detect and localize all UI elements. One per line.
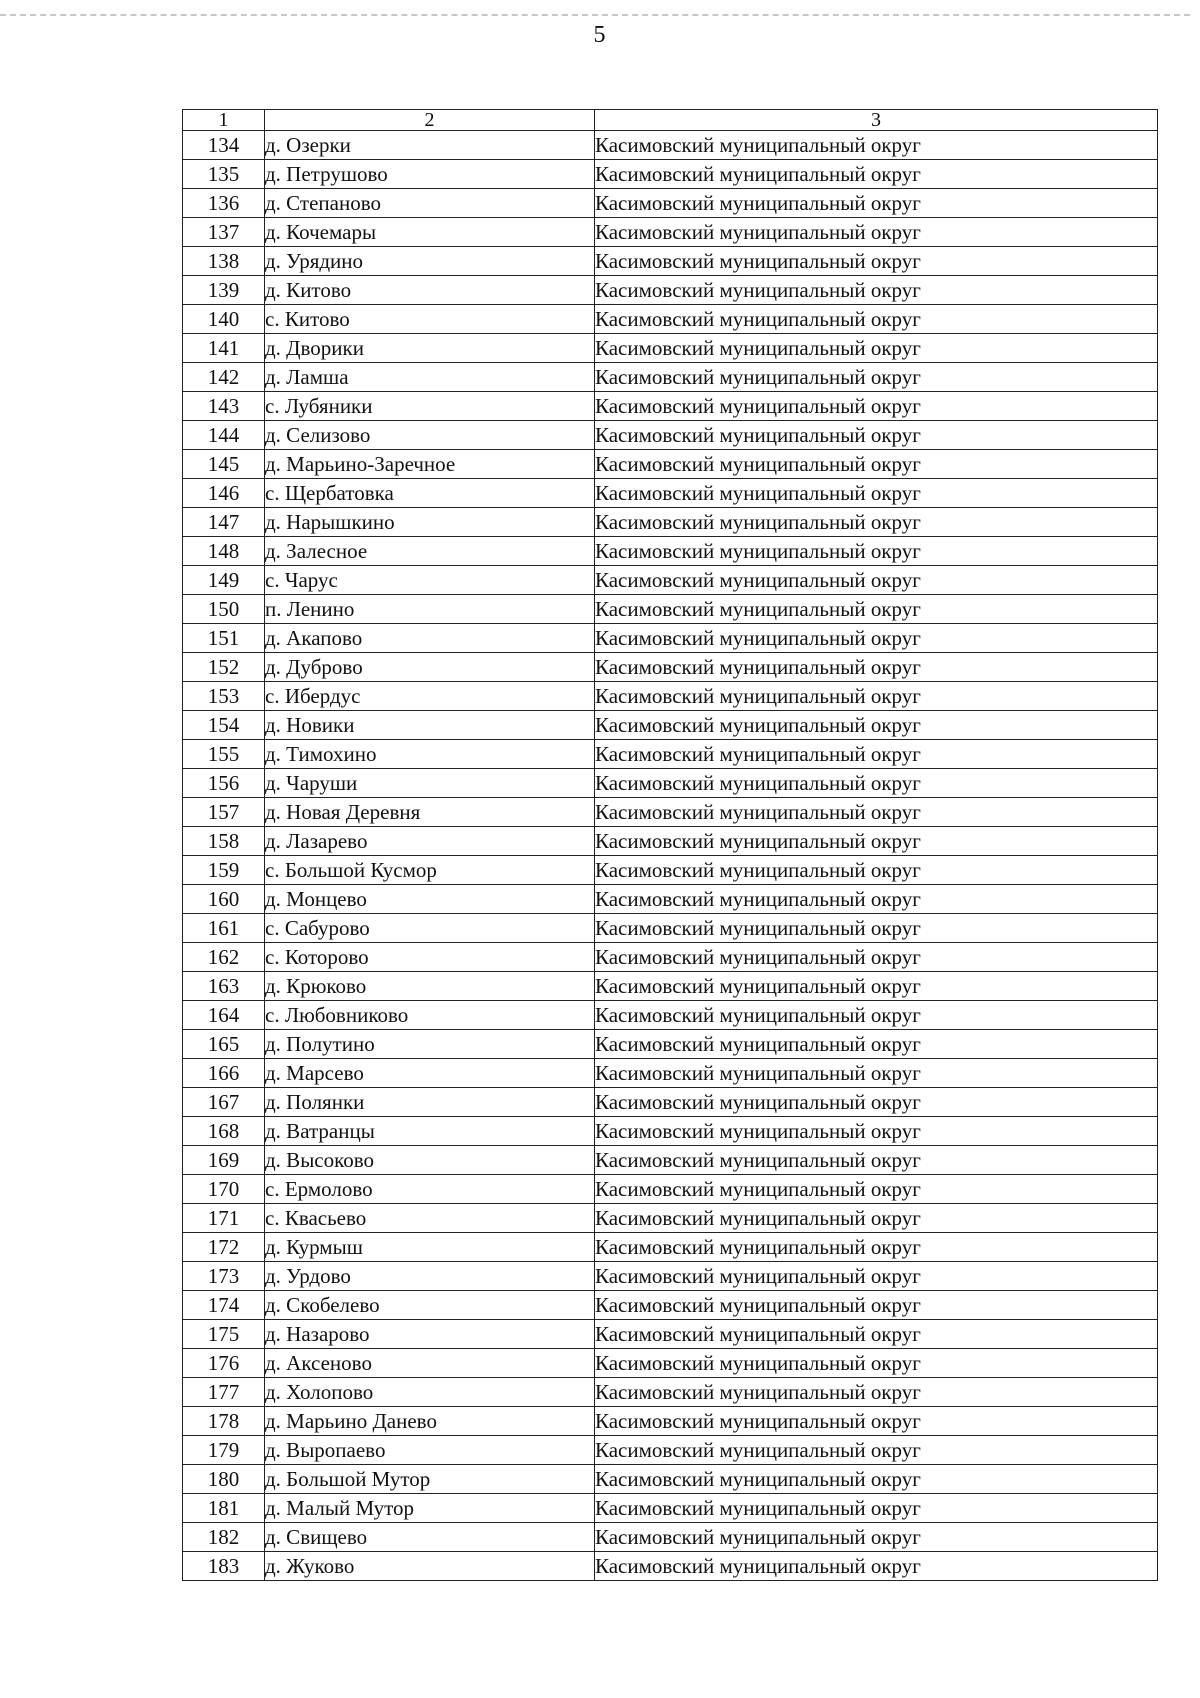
- district-name: Касимовский муниципальный округ: [595, 1088, 1158, 1117]
- settlement-name: д. Нарышкино: [265, 508, 595, 537]
- district-name: Касимовский муниципальный округ: [595, 1436, 1158, 1465]
- row-number: 176: [183, 1349, 265, 1378]
- district-name: Касимовский муниципальный округ: [595, 392, 1158, 421]
- district-name: Касимовский муниципальный округ: [595, 1030, 1158, 1059]
- table-row: [183, 1523, 1158, 1552]
- district-name: Касимовский муниципальный округ: [595, 885, 1158, 914]
- table-row: [183, 1320, 1158, 1349]
- settlement-name: д. Марьино Данево: [265, 1407, 595, 1436]
- table-row: [183, 740, 1158, 769]
- row-number: 140: [183, 305, 265, 334]
- row-number: 182: [183, 1523, 265, 1552]
- settlement-name: с. Любовниково: [265, 1001, 595, 1030]
- row-number: 146: [183, 479, 265, 508]
- district-name: Касимовский муниципальный округ: [595, 276, 1158, 305]
- settlement-name: д. Крюково: [265, 972, 595, 1001]
- table-row: [183, 595, 1158, 624]
- district-name: Касимовский муниципальный округ: [595, 856, 1158, 885]
- row-number: 155: [183, 740, 265, 769]
- row-number: 179: [183, 1436, 265, 1465]
- table-row: [183, 1465, 1158, 1494]
- table-row: [183, 1436, 1158, 1465]
- row-number: 166: [183, 1059, 265, 1088]
- table-row: [183, 1146, 1158, 1175]
- table-row: [183, 769, 1158, 798]
- table-container: [182, 109, 1158, 1581]
- district-name: Касимовский муниципальный округ: [595, 334, 1158, 363]
- settlement-name: с. Щербатовка: [265, 479, 595, 508]
- row-number: 147: [183, 508, 265, 537]
- table-row: [183, 943, 1158, 972]
- settlement-name: д. Большой Мутор: [265, 1465, 595, 1494]
- settlement-name: д. Холопово: [265, 1378, 595, 1407]
- settlement-name: д. Чаруши: [265, 769, 595, 798]
- row-number: 156: [183, 769, 265, 798]
- row-number: 158: [183, 827, 265, 856]
- district-name: Касимовский муниципальный округ: [595, 1204, 1158, 1233]
- row-number: 139: [183, 276, 265, 305]
- row-number: 148: [183, 537, 265, 566]
- row-number: 172: [183, 1233, 265, 1262]
- settlement-name: д. Селизово: [265, 421, 595, 450]
- settlement-name: д. Ватранцы: [265, 1117, 595, 1146]
- table-row: [183, 1030, 1158, 1059]
- district-name: Касимовский муниципальный округ: [595, 160, 1158, 189]
- row-number: 137: [183, 218, 265, 247]
- district-name: Касимовский муниципальный округ: [595, 653, 1158, 682]
- row-number: 161: [183, 914, 265, 943]
- district-name: Касимовский муниципальный округ: [595, 1320, 1158, 1349]
- district-name: Касимовский муниципальный округ: [595, 1001, 1158, 1030]
- settlement-name: д. Новики: [265, 711, 595, 740]
- district-name: Касимовский муниципальный округ: [595, 450, 1158, 479]
- row-number: 171: [183, 1204, 265, 1233]
- settlement-name: д. Акапово: [265, 624, 595, 653]
- table-row: [183, 305, 1158, 334]
- table-row: [183, 624, 1158, 653]
- column-header-3: 3: [595, 110, 1158, 131]
- district-name: Касимовский муниципальный округ: [595, 1378, 1158, 1407]
- row-number: 181: [183, 1494, 265, 1523]
- table-row: [183, 1117, 1158, 1146]
- district-name: Касимовский муниципальный округ: [595, 1233, 1158, 1262]
- settlement-name: д. Аксеново: [265, 1349, 595, 1378]
- table-row: [183, 160, 1158, 189]
- settlement-name: д. Малый Мутор: [265, 1494, 595, 1523]
- table-body: [183, 131, 1158, 1581]
- row-number: 136: [183, 189, 265, 218]
- row-number: 183: [183, 1552, 265, 1581]
- row-number: 170: [183, 1175, 265, 1204]
- district-name: Касимовский муниципальный округ: [595, 1552, 1158, 1581]
- district-name: Касимовский муниципальный округ: [595, 131, 1158, 160]
- district-name: Касимовский муниципальный округ: [595, 1175, 1158, 1204]
- district-name: Касимовский муниципальный округ: [595, 537, 1158, 566]
- district-name: Касимовский муниципальный округ: [595, 1059, 1158, 1088]
- district-name: Касимовский муниципальный округ: [595, 1117, 1158, 1146]
- table-row: [183, 711, 1158, 740]
- settlement-name: д. Курмыш: [265, 1233, 595, 1262]
- table-row: [183, 276, 1158, 305]
- table-row: [183, 1262, 1158, 1291]
- settlement-name: д. Марсево: [265, 1059, 595, 1088]
- district-name: Касимовский муниципальный округ: [595, 972, 1158, 1001]
- table-row: [183, 218, 1158, 247]
- table-row: [183, 1233, 1158, 1262]
- district-name: Касимовский муниципальный округ: [595, 827, 1158, 856]
- settlement-name: д. Степаново: [265, 189, 595, 218]
- row-number: 143: [183, 392, 265, 421]
- row-number: 142: [183, 363, 265, 392]
- district-name: Касимовский муниципальный округ: [595, 1349, 1158, 1378]
- district-name: Касимовский муниципальный округ: [595, 305, 1158, 334]
- table-row: [183, 682, 1158, 711]
- settlement-name: д. Новая Деревня: [265, 798, 595, 827]
- table-row: [183, 827, 1158, 856]
- settlement-name: с. Китово: [265, 305, 595, 334]
- table-row: [183, 392, 1158, 421]
- row-number: 168: [183, 1117, 265, 1146]
- table-row: [183, 1001, 1158, 1030]
- settlement-name: д. Тимохино: [265, 740, 595, 769]
- row-number: 165: [183, 1030, 265, 1059]
- district-name: Касимовский муниципальный округ: [595, 1291, 1158, 1320]
- settlement-name: с. Большой Кусмор: [265, 856, 595, 885]
- district-name: Касимовский муниципальный округ: [595, 1146, 1158, 1175]
- table-row: [183, 885, 1158, 914]
- district-name: Касимовский муниципальный округ: [595, 566, 1158, 595]
- settlement-name: д. Китово: [265, 276, 595, 305]
- table-row: [183, 856, 1158, 885]
- district-name: Касимовский муниципальный округ: [595, 595, 1158, 624]
- table-row: [183, 189, 1158, 218]
- table-row: [183, 1088, 1158, 1117]
- row-number: 144: [183, 421, 265, 450]
- row-number: 141: [183, 334, 265, 363]
- settlement-name: д. Ламша: [265, 363, 595, 392]
- row-number: 149: [183, 566, 265, 595]
- table-row: [183, 247, 1158, 276]
- row-number: 153: [183, 682, 265, 711]
- scan-edge-line: [0, 14, 1190, 16]
- row-number: 162: [183, 943, 265, 972]
- table-row: [183, 479, 1158, 508]
- settlement-name: с. Лубяники: [265, 392, 595, 421]
- settlement-name: с. Чарус: [265, 566, 595, 595]
- row-number: 138: [183, 247, 265, 276]
- row-number: 134: [183, 131, 265, 160]
- district-name: Касимовский муниципальный округ: [595, 798, 1158, 827]
- district-name: Касимовский муниципальный округ: [595, 769, 1158, 798]
- table-row: [183, 972, 1158, 1001]
- district-name: Касимовский муниципальный округ: [595, 363, 1158, 392]
- district-name: Касимовский муниципальный округ: [595, 218, 1158, 247]
- table-row: [183, 363, 1158, 392]
- row-number: 169: [183, 1146, 265, 1175]
- district-name: Касимовский муниципальный округ: [595, 943, 1158, 972]
- settlement-name: д. Лазарево: [265, 827, 595, 856]
- settlement-name: д. Свищево: [265, 1523, 595, 1552]
- table-row: [183, 1378, 1158, 1407]
- row-number: 159: [183, 856, 265, 885]
- table-row: [183, 653, 1158, 682]
- row-number: 175: [183, 1320, 265, 1349]
- district-name: Касимовский муниципальный округ: [595, 682, 1158, 711]
- district-name: Касимовский муниципальный округ: [595, 711, 1158, 740]
- settlement-name: с. Ермолово: [265, 1175, 595, 1204]
- table-header: [183, 110, 1158, 131]
- row-number: 154: [183, 711, 265, 740]
- district-name: Касимовский муниципальный округ: [595, 1262, 1158, 1291]
- district-name: Касимовский муниципальный округ: [595, 479, 1158, 508]
- row-number: 167: [183, 1088, 265, 1117]
- table-row: [183, 566, 1158, 595]
- table-row: [183, 1059, 1158, 1088]
- settlement-name: д. Залесное: [265, 537, 595, 566]
- table-row: [183, 508, 1158, 537]
- settlement-name: д. Назарово: [265, 1320, 595, 1349]
- row-number: 160: [183, 885, 265, 914]
- table-row: [183, 1494, 1158, 1523]
- row-number: 157: [183, 798, 265, 827]
- column-header-1: 1: [183, 110, 265, 131]
- district-name: Касимовский муниципальный округ: [595, 624, 1158, 653]
- district-name: Касимовский муниципальный округ: [595, 914, 1158, 943]
- table-row: [183, 1175, 1158, 1204]
- table-row: [183, 1291, 1158, 1320]
- settlement-name: с. Ибердус: [265, 682, 595, 711]
- row-number: 164: [183, 1001, 265, 1030]
- settlement-name: д. Дуброво: [265, 653, 595, 682]
- settlement-name: д. Высоково: [265, 1146, 595, 1175]
- table-row: [183, 914, 1158, 943]
- settlement-name: д. Урядино: [265, 247, 595, 276]
- district-name: Касимовский муниципальный округ: [595, 1407, 1158, 1436]
- row-number: 151: [183, 624, 265, 653]
- table-row: [183, 131, 1158, 160]
- settlements-table: [182, 109, 1158, 1581]
- column-header-2: 2: [265, 110, 595, 131]
- settlement-name: д. Полянки: [265, 1088, 595, 1117]
- row-number: 150: [183, 595, 265, 624]
- row-number: 163: [183, 972, 265, 1001]
- table-row: [183, 1407, 1158, 1436]
- row-number: 135: [183, 160, 265, 189]
- settlement-name: д. Урдово: [265, 1262, 595, 1291]
- row-number: 178: [183, 1407, 265, 1436]
- settlement-name: д. Скобелево: [265, 1291, 595, 1320]
- row-number: 177: [183, 1378, 265, 1407]
- district-name: Касимовский муниципальный округ: [595, 247, 1158, 276]
- settlement-name: д. Кочемары: [265, 218, 595, 247]
- table-row: [183, 334, 1158, 363]
- district-name: Касимовский муниципальный округ: [595, 1494, 1158, 1523]
- table-row: [183, 798, 1158, 827]
- table-row: [183, 1552, 1158, 1581]
- district-name: Касимовский муниципальный округ: [595, 740, 1158, 769]
- settlement-name: д. Озерки: [265, 131, 595, 160]
- settlement-name: с. Квасьево: [265, 1204, 595, 1233]
- settlement-name: д. Выропаево: [265, 1436, 595, 1465]
- page-number: 5: [593, 22, 607, 48]
- district-name: Касимовский муниципальный округ: [595, 421, 1158, 450]
- settlement-name: п. Ленино: [265, 595, 595, 624]
- table-row: [183, 450, 1158, 479]
- table-row: [183, 1349, 1158, 1378]
- table-row: [183, 421, 1158, 450]
- settlement-name: с. Сабурово: [265, 914, 595, 943]
- table-row: [183, 537, 1158, 566]
- district-name: Касимовский муниципальный округ: [595, 508, 1158, 537]
- settlement-name: д. Жуково: [265, 1552, 595, 1581]
- district-name: Касимовский муниципальный округ: [595, 189, 1158, 218]
- table-row: [183, 1204, 1158, 1233]
- row-number: 180: [183, 1465, 265, 1494]
- settlement-name: д. Марьино-Заречное: [265, 450, 595, 479]
- settlement-name: с. Которово: [265, 943, 595, 972]
- settlement-name: д. Монцево: [265, 885, 595, 914]
- district-name: Касимовский муниципальный округ: [595, 1465, 1158, 1494]
- row-number: 174: [183, 1291, 265, 1320]
- row-number: 173: [183, 1262, 265, 1291]
- settlement-name: д. Полутино: [265, 1030, 595, 1059]
- row-number: 152: [183, 653, 265, 682]
- settlement-name: д. Дворики: [265, 334, 595, 363]
- header-row: [183, 110, 1158, 131]
- settlement-name: д. Петрушово: [265, 160, 595, 189]
- row-number: 145: [183, 450, 265, 479]
- district-name: Касимовский муниципальный округ: [595, 1523, 1158, 1552]
